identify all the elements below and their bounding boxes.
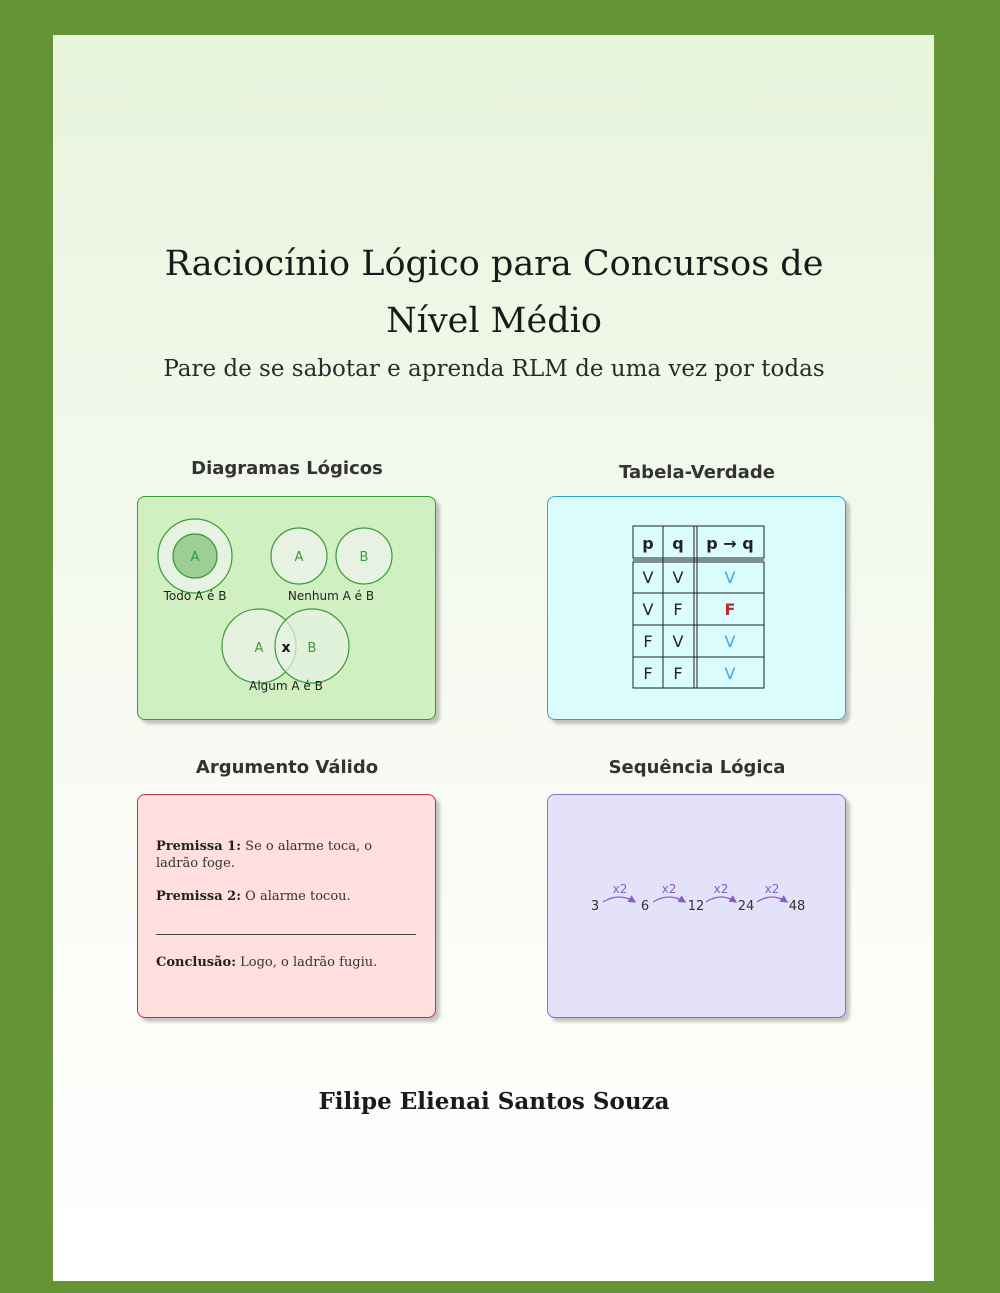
sequence-diagram [547, 794, 847, 1019]
diagrams-title: Diagramas Lógicos [191, 458, 383, 479]
arrow-1 [603, 897, 635, 902]
th-implication: p → q [706, 534, 754, 553]
venn-diagrams [137, 496, 437, 721]
argument-title: Argumento Válido [195, 757, 379, 778]
cell: V [672, 632, 684, 651]
op-label-4: x2 [764, 882, 780, 896]
arrow-2 [653, 897, 685, 902]
author-name: Filipe Elienai Santos Souza [318, 1088, 670, 1115]
cell: F [643, 632, 653, 651]
premise-2-text: O alarme tocou. [245, 889, 351, 904]
nenhum-b-label: B [359, 550, 369, 565]
conclusion-text: Logo, o ladrão fugiu. [240, 955, 378, 970]
cell-result: V [724, 568, 736, 587]
term-4: 24 [737, 899, 755, 914]
th-p: p [642, 534, 654, 553]
premise-1 [156, 838, 418, 872]
premise-2-label: Premissa 2: [156, 889, 242, 904]
algum-b-label: B [307, 641, 317, 656]
todo-inner-label: A [190, 550, 200, 565]
term-2: 6 [640, 899, 650, 914]
nenhum-a-label: A [294, 550, 304, 565]
arrow-3 [706, 897, 736, 902]
conclusion-divider [156, 934, 416, 935]
title-line-1: Raciocínio Lógico para Concursos de [164, 244, 824, 284]
cell: V [642, 600, 654, 619]
sequence-title: Sequência Lógica [608, 757, 786, 778]
todo-label: Todo A é B [163, 589, 227, 603]
argument-box [137, 794, 436, 1018]
conclusion-label: Conclusão: [156, 955, 236, 970]
op-label-3: x2 [713, 882, 729, 896]
book-title [0, 236, 988, 350]
algum-x-mark: x [281, 640, 291, 656]
algum-a-label: A [254, 641, 264, 656]
truth-table-title: Tabela-Verdade [619, 462, 775, 483]
truth-table [547, 496, 847, 721]
cell: V [672, 568, 684, 587]
op-label-1: x2 [612, 882, 628, 896]
cell: F [643, 664, 653, 683]
th-q: q [672, 534, 684, 553]
cell-result: V [724, 664, 736, 683]
cell: F [673, 664, 683, 683]
premise-1-label: Premissa 1: [156, 839, 242, 854]
term-1: 3 [590, 899, 600, 914]
nenhum-label: Nenhum A é B [287, 589, 375, 603]
subtitle: Pare de se sabotar e aprenda RLM de uma vez por todas [163, 356, 825, 382]
premise-2 [156, 888, 418, 905]
term-3: 12 [687, 899, 705, 914]
term-5: 48 [788, 899, 806, 914]
op-label-2: x2 [661, 882, 677, 896]
cell-result: V [724, 632, 736, 651]
cell: V [642, 568, 654, 587]
algum-label: Algum A é B [249, 679, 323, 693]
conclusion [156, 954, 418, 971]
arrow-4 [757, 897, 787, 902]
premise-1-text: Se o alarme toca, o ladrão foge. [156, 839, 373, 871]
cell-result: F [724, 600, 736, 619]
title-line-2: Nível Médio [386, 301, 602, 341]
cell: F [673, 600, 683, 619]
